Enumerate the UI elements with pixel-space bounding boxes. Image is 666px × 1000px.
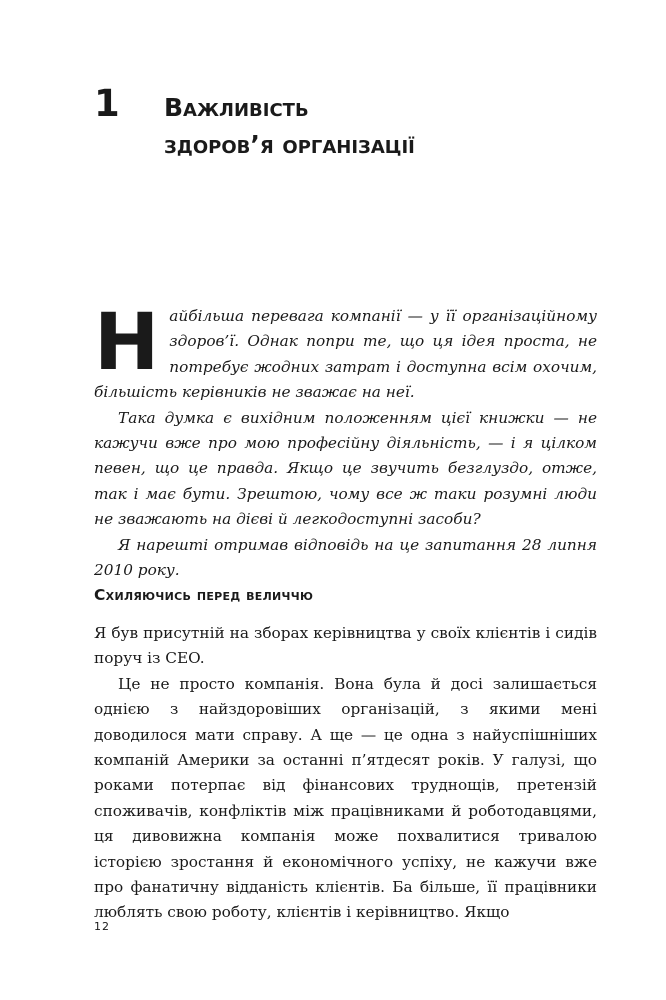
intro-block: [94, 298, 597, 583]
chapter-title: [164, 89, 415, 163]
section-heading: Схиляючись перед величчю: [94, 586, 314, 604]
chapter-title-line-1: Важливість: [164, 93, 309, 122]
section-paragraph-2: Це не просто компанія. Вона була й досі залишається однією з найздоровіших організацій, з якими мені доводилося мати справу. А ще — це одна з найуспішніших компаній Америки за останні п’ятдесят років. У галузі, що роками потерпає від фінансових труднощів, претензій споживачів, конфліктів між працівниками й роботодавцями, ця дивовижна компанія може похвалитися тривалою історією зростання й економічного успіху, не кажучи вже про фанатичну відданість клієнтів. Ба більше, її працівники люблять свою роботу, клієнтів і керівництво. Якщо: [94, 674, 597, 922]
drop-cap: Н: [94, 298, 160, 388]
chapter-number: 1: [94, 82, 120, 125]
section-body: [94, 621, 597, 926]
chapter-title-line-2: здоров’я організації: [164, 130, 415, 159]
body-paragraph-1: Така думка є вихідним положенням цієї книжки — не кажучи вже про мою професійну діяльність, — і я цілком певен, що це правда. Якщо це звучить безглуздо, отже, так і має бути. Зрештою, чому все ж таки розумні люди не зважають на дієві й легкодоступні засоби?: [94, 408, 597, 529]
intro-text: айбільша перевага компанії — у її організаційному здоров’ї. Однак попри те, що ця ідея проста, не потребує жодних затрат і доступна всім охочим, більшість керівників не зважає на неї.: [94, 307, 597, 402]
intro-paragraph: [94, 298, 597, 406]
body-paragraph-2: Я нарешті отримав відповідь на це запитання 28 липня 2010 року.: [94, 535, 597, 580]
page-number: 12: [94, 920, 110, 933]
section-paragraph-1: Я був присутній на зборах керівництва у своїх клієнтів і сидів поруч із CEO.: [94, 624, 597, 668]
